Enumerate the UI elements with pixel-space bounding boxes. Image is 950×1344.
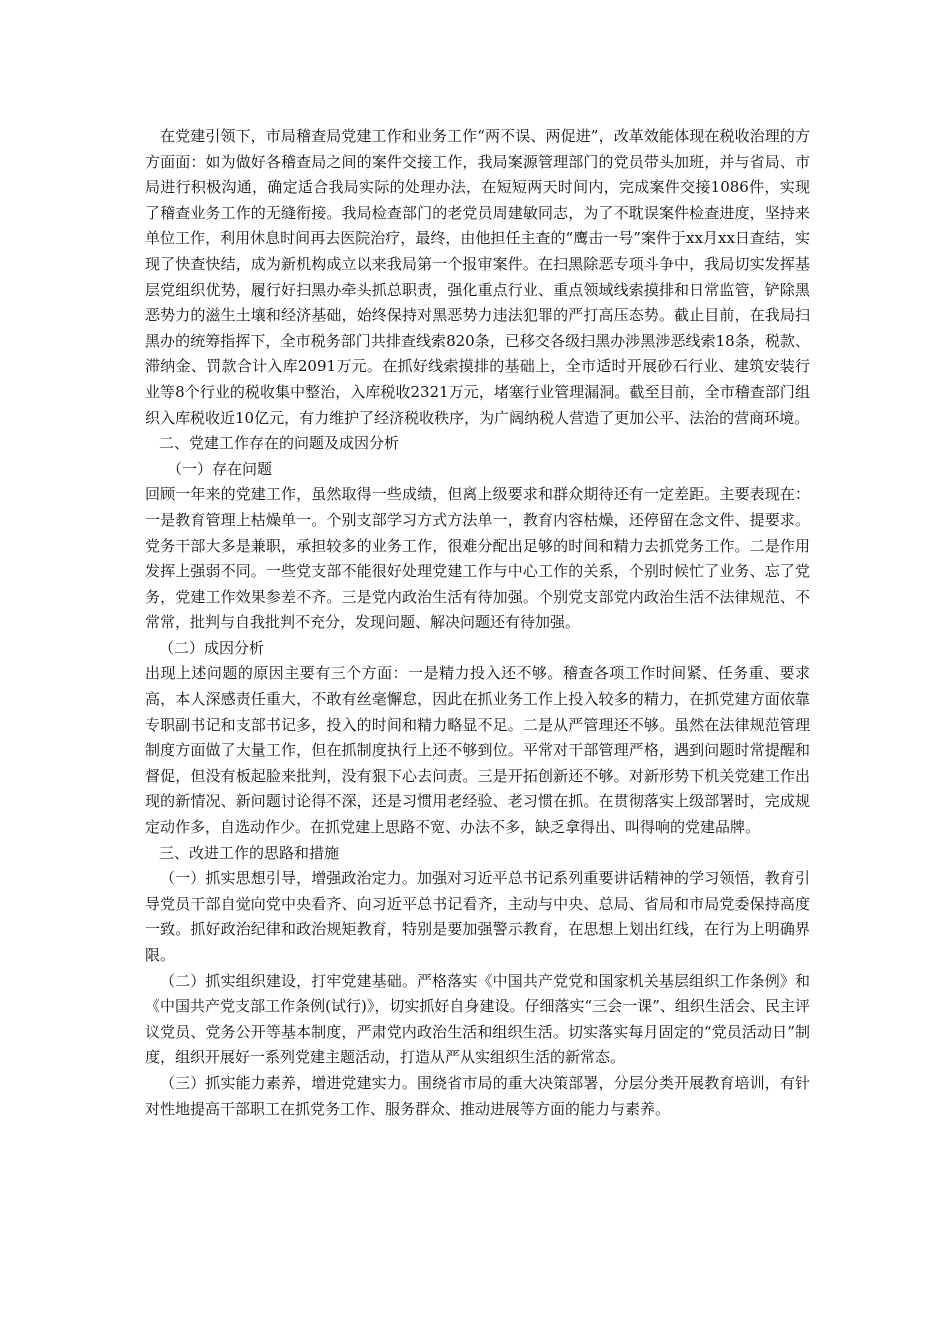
section-heading: 二、党建工作存在的问题及成因分析	[159, 434, 400, 453]
body-paragraph: 出现上述问题的原因主要有三个方面：一是精力投入还不够。稽查各项工作时间紧、任务重、要求高，本人深感责任重大，不敢有丝毫懈怠，因此在抓业务工作上投入较多的精力，在抓党建方面依靠专职副书记和支部书记多，投入的时间和精力略显不足。二是从严管理还不够。虽然在法律规范管理制度方面做了大量工作，但在抓制度执行上还不够到位。平常对干部管理严格，遇到问题时常提醒和督促，但没有板起脸来批判，没有狠下心去问责。三是开拓创新还不够。对新形势下机关党建工作出现的新情况、新问题讨论得不深，还是习惯用老经验、老习惯在抓。在贯彻落实上级部署时，完成规定动作多，自选动作少。在抓党建上思路不宽、办法不多，缺乏拿得出、叫得响的党建品牌。	[145, 664, 810, 837]
body-paragraph: 回顾一年来的党建工作，虽然取得一些成绩，但离上级要求和群众期待还有一定差距。主要表现在：一是教育管理上枯燥单一。个别支部学习方式方法单一，教育内容枯燥，还停留在念文件、提要求。党务干部大多是兼职，承担较多的业务工作，很难分配出足够的时间和精力去抓党务工作。二是作用发挥上强弱不同。一些党支部不能很好处理党建工作与中心工作的关系，个别时候忙了业务、忘了党务，党建工作效果参差不齐。三是党内政治生活有待加强。个别党支部党内政治生活不法律规范、不常常，批判与自我批判不充分，发现问题、解决问题还有待加强。	[145, 485, 810, 632]
body-paragraph: 在党建引领下，市局稽查局党建工作和业务工作“两不误、两促进”，改革效能体现在税收治理的方方面面：如为做好各稽查局之间的案件交接工作，我局案源管理部门的党员带头加班，并与省局、市局进行积极沟通，确定适合我局实际的处理办法，在短短两天时间内，完成案件交接1086件，实现了稽查业务工作的无缝衔接。我局检查部门的老党员周建敏同志，为了不耽误案件检查进度，坚持来单位工作，利用休息时间再去医院治疗，最终，由他担任主查的“鹰击一号”案件于xx月xx日查结，实现了快查快结，成为新机构成立以来我局第一个报审案件。在扫黑除恶专项斗争中，我局切实发挥基层党组织优势，履行好扫黑办牵头抓总职责，强化重点行业、重点领域线索摸排和日常监管，铲除黑恶势力的滋生土壤和经济基础，始终保持对黑恶势力违法犯罪的严打高压态势。截止目前，在我局扫黑办的统筹指挥下，全市税务部门共排查线索820条，已移交各级扫黑办涉黑涉恶线索18条，税款、滞纳金、罚款合计入库2091万元。在抓好线索摸排的基础上，全市适时开展砂石行业、建筑安装行业等8个行业的税收集中整治，入库税收2321万元，堵塞行业管理漏洞。截至目前，全市稽查部门组织入库税收近10亿元，有力维护了经济税收秩序，为广阔纳税人营造了更加公平、法治的营商环境。	[145, 127, 810, 427]
section-heading: 三、改进工作的思路和措施	[159, 843, 340, 862]
body-paragraph: （二）抓实组织建设，打牢党建基础。严格落实《中国共产党党和国家机关基层组织工作条例》和《中国共产党支部工作条例(试行)》，切实抓好自身建设。仔细落实“三会一课”、组织生活会、民主评议党员、党务公开等基本制度，严肃党内政治生活和组织生活。切实落实每月固定的“党员活动日”制度，组织开展好一系列党建主题活动，打造从严从实组织生活的新常态。	[145, 971, 810, 1067]
subsection-heading: （二）成因分析	[159, 638, 265, 657]
document-body	[145, 124, 810, 1122]
body-paragraph: （三）抓实能力素养，增进党建实力。围绕省市局的重大决策部署，分层分类开展教育培训，有针对性地提高干部职工在抓党务工作、服务群众、推动进展等方面的能力与素养。	[145, 1073, 810, 1118]
body-paragraph: （一）抓实思想引导，增强政治定力。加强对习近平总书记系列重要讲话精神的学习领悟，教育引导党员干部自觉向党中央看齐、向习近平总书记看齐，主动与中央、总局、省局和市局党委保持高度一致。抓好政治纪律和政治规矩教育，特别是要加强警示教育，在思想上划出红线，在行为上明确界限。	[145, 869, 810, 964]
subsection-heading: （一）存在问题	[167, 459, 273, 478]
